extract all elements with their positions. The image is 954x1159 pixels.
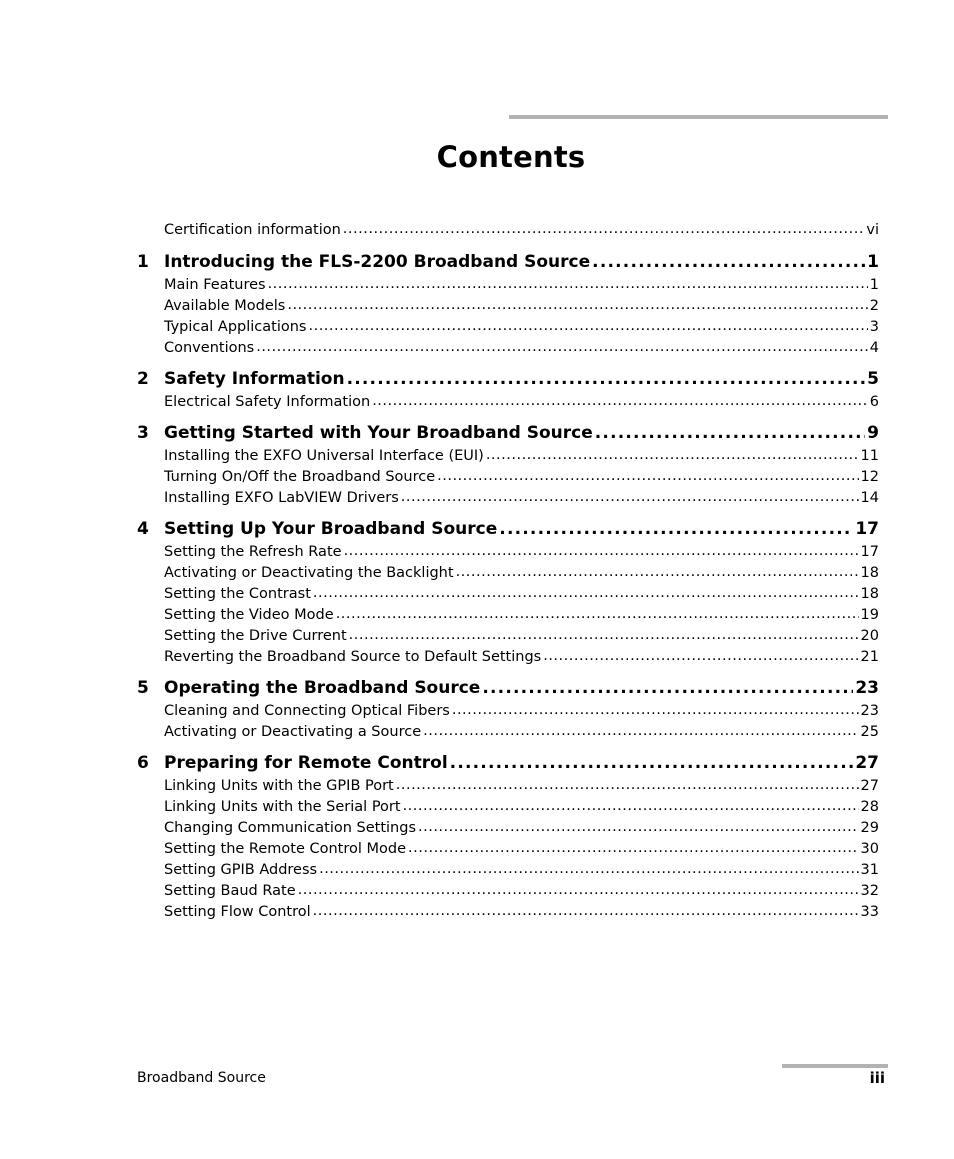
chapter-number: 1	[137, 252, 149, 272]
section-page: 23	[860, 702, 879, 719]
chapter-number: 5	[137, 678, 149, 698]
section-page: 28	[860, 798, 879, 815]
dot-leader	[319, 859, 858, 874]
chapter-title: Preparing for Remote Control	[164, 753, 448, 773]
section-title: Setting the Contrast	[164, 585, 311, 602]
section-title: Setting the Drive Current	[164, 627, 347, 644]
dot-leader	[595, 421, 865, 438]
section-title: Conventions	[164, 339, 255, 356]
toc-section-entry[interactable]	[137, 775, 879, 796]
toc-chapter-entry[interactable]	[137, 367, 879, 391]
section-page: 3	[869, 318, 879, 335]
section-title: Setting the Video Mode	[164, 606, 334, 623]
chapter-title: Safety Information	[164, 369, 345, 389]
toc-section-entry[interactable]	[137, 838, 879, 859]
section-title: Setting the Refresh Rate	[164, 543, 342, 560]
section-title: Linking Units with the Serial Port	[164, 798, 401, 815]
chapter-number: 6	[137, 753, 149, 773]
dot-leader	[423, 721, 858, 736]
section-title: Turning On/Off the Broadband Source	[164, 468, 436, 485]
dot-leader	[313, 901, 859, 916]
section-page: 14	[860, 489, 879, 506]
toc-chapter-group	[137, 751, 879, 922]
dot-leader	[308, 316, 867, 331]
toc-section-entry[interactable]	[137, 901, 879, 922]
chapter-title: Setting Up Your Broadband Source	[164, 519, 498, 539]
section-page: 27	[860, 777, 879, 794]
section-page: 32	[860, 882, 879, 899]
section-page: 21	[860, 648, 879, 665]
toc-section-entry[interactable]	[137, 391, 879, 412]
toc-section-entry[interactable]	[137, 817, 879, 838]
toc-section-entry[interactable]	[137, 625, 879, 646]
footer-page-number: iii	[869, 1069, 885, 1087]
section-title: Reverting the Broadband Source to Default Settings	[164, 648, 542, 665]
toc-section-entry[interactable]	[137, 487, 879, 508]
chapter-title: Getting Started with Your Broadband Source	[164, 423, 593, 443]
toc-chapter-group	[137, 421, 879, 508]
section-title: Setting Baud Rate	[164, 882, 296, 899]
toc-section-entry[interactable]	[137, 541, 879, 562]
table-of-contents	[137, 219, 879, 931]
toc-chapter-group	[137, 676, 879, 742]
dot-leader	[298, 880, 859, 895]
section-title: Available Models	[164, 297, 286, 314]
chapter-number: 2	[137, 369, 149, 389]
section-page: 18	[860, 585, 879, 602]
chapter-number: 3	[137, 423, 149, 443]
dot-leader	[268, 274, 868, 289]
footer-document-title: Broadband Source	[137, 1070, 266, 1086]
footer-rule	[782, 1064, 888, 1068]
chapter-page: 17	[855, 519, 879, 539]
section-page: 30	[860, 840, 879, 857]
toc-chapter-entry[interactable]	[137, 250, 879, 274]
toc-chapter-entry[interactable]	[137, 751, 879, 775]
section-title: Setting GPIB Address	[164, 861, 318, 878]
toc-section-entry[interactable]	[137, 880, 879, 901]
dot-leader	[482, 676, 853, 693]
section-page: 31	[860, 861, 879, 878]
toc-section-entry[interactable]	[137, 583, 879, 604]
section-page: 2	[869, 297, 879, 314]
toc-entry-label: Certification information	[164, 221, 341, 238]
section-page: 11	[860, 447, 879, 464]
dot-leader	[256, 337, 868, 352]
chapter-page: 27	[855, 753, 879, 773]
toc-section-entry[interactable]	[137, 466, 879, 487]
toc-section-entry[interactable]	[137, 604, 879, 625]
section-page: 18	[860, 564, 879, 581]
section-title: Changing Communication Settings	[164, 819, 416, 836]
section-page: 4	[869, 339, 879, 356]
section-page: 29	[860, 819, 879, 836]
dot-leader	[336, 604, 859, 619]
toc-chapter-entry[interactable]	[137, 676, 879, 700]
chapter-page: 23	[855, 678, 879, 698]
section-page: 25	[860, 723, 879, 740]
dot-leader	[347, 367, 866, 384]
chapter-page: 1	[867, 252, 879, 272]
dot-leader	[344, 541, 859, 556]
section-page: 17	[860, 543, 879, 560]
section-page: 33	[860, 903, 879, 920]
section-page: 6	[869, 393, 879, 410]
chapter-list	[137, 250, 879, 922]
section-title: Setting Flow Control	[164, 903, 311, 920]
section-title: Cleaning and Connecting Optical Fibers	[164, 702, 450, 719]
toc-section-entry[interactable]	[137, 295, 879, 316]
dot-leader	[372, 391, 868, 406]
toc-section-entry[interactable]	[137, 562, 879, 583]
section-page: 12	[860, 468, 879, 485]
dot-leader	[543, 646, 858, 661]
toc-section-entry[interactable]	[137, 274, 879, 295]
toc-section-entry[interactable]	[137, 796, 879, 817]
dot-leader	[349, 625, 859, 640]
toc-chapter-group	[137, 367, 879, 412]
toc-entry-certification[interactable]	[137, 219, 879, 240]
section-title: Setting the Remote Control Mode	[164, 840, 407, 857]
toc-chapter-group	[137, 517, 879, 667]
section-title: Installing EXFO LabVIEW Drivers	[164, 489, 399, 506]
dot-leader	[396, 775, 859, 790]
dot-leader	[486, 445, 859, 460]
section-page: 1	[869, 276, 879, 293]
dot-leader	[592, 250, 865, 267]
chapter-title: Introducing the FLS-2200 Broadband Source	[164, 252, 591, 272]
section-page: 19	[860, 606, 879, 623]
toc-section-entry[interactable]	[137, 721, 879, 742]
dot-leader	[452, 700, 859, 715]
dot-leader	[313, 583, 859, 598]
toc-section-entry[interactable]	[137, 859, 879, 880]
toc-chapter-group	[137, 250, 879, 358]
dot-leader	[403, 796, 859, 811]
dot-leader	[418, 817, 859, 832]
section-title: Activating or Deactivating the Backlight	[164, 564, 454, 581]
dot-leader	[408, 838, 859, 853]
section-title: Installing the EXFO Universal Interface (EUI)	[164, 447, 484, 464]
chapter-page: 5	[867, 369, 879, 389]
dot-leader	[287, 295, 867, 310]
toc-section-entry[interactable]	[137, 646, 879, 667]
page-title: Contents	[436, 140, 586, 174]
section-title: Activating or Deactivating a Source	[164, 723, 422, 740]
header-rule	[509, 115, 888, 119]
section-title: Main Features	[164, 276, 266, 293]
dot-leader	[437, 466, 858, 481]
toc-chapter-entry[interactable]	[137, 517, 879, 541]
section-title: Typical Applications	[164, 318, 307, 335]
toc-chapter-entry[interactable]	[137, 421, 879, 445]
toc-section-entry[interactable]	[137, 337, 879, 358]
toc-section-entry[interactable]	[137, 316, 879, 337]
dot-leader	[456, 562, 859, 577]
dot-leader	[343, 219, 865, 234]
toc-entry-page: vi	[866, 221, 879, 238]
dot-leader	[401, 487, 859, 502]
toc-section-entry[interactable]	[137, 445, 879, 466]
section-title: Electrical Safety Information	[164, 393, 371, 410]
chapter-page: 9	[867, 423, 879, 443]
dot-leader	[450, 751, 854, 768]
section-page: 20	[860, 627, 879, 644]
dot-leader	[499, 517, 853, 534]
toc-section-entry[interactable]	[137, 700, 879, 721]
section-title: Linking Units with the GPIB Port	[164, 777, 394, 794]
chapter-number: 4	[137, 519, 149, 539]
chapter-title: Operating the Broadband Source	[164, 678, 481, 698]
